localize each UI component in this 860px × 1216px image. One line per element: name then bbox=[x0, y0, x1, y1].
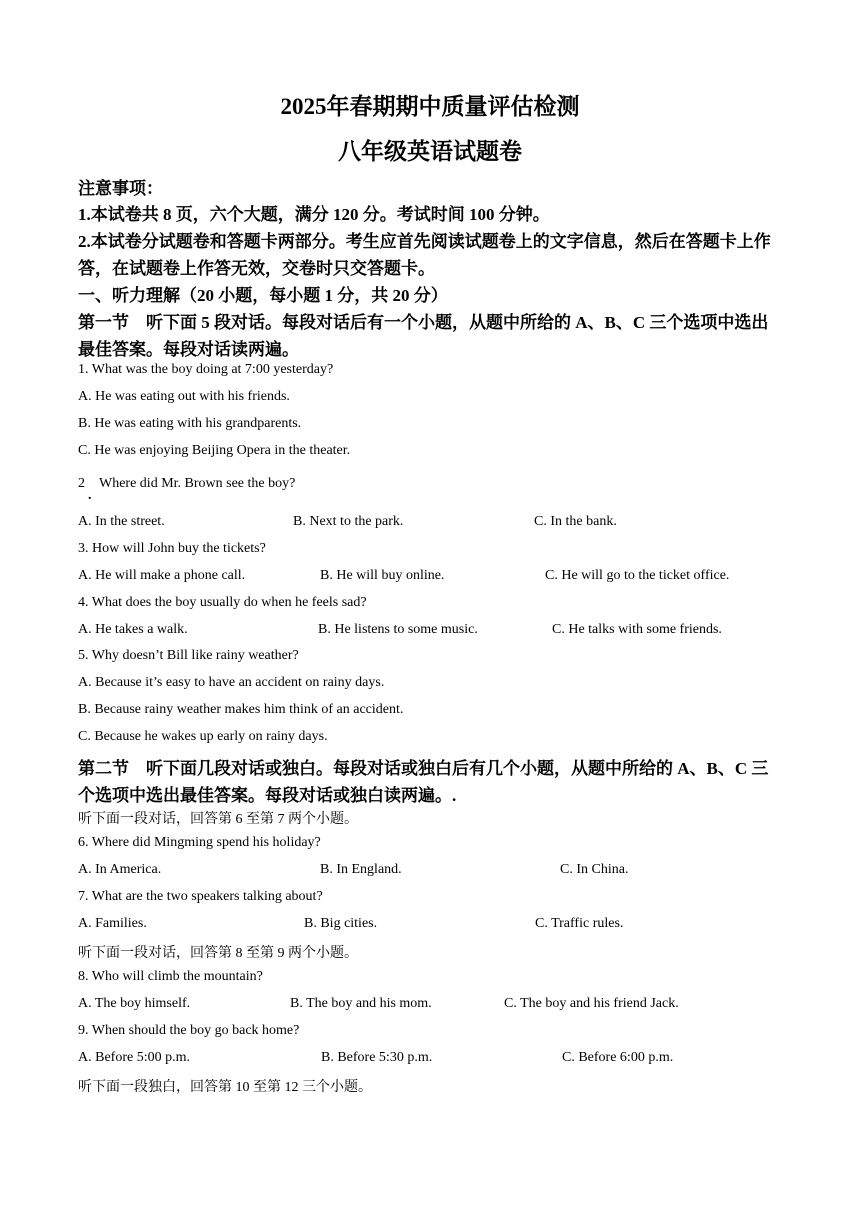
exam-title: 2025年春期期中质量评估检测 bbox=[280, 94, 580, 119]
section-1-instruction-line-2: 最佳答案。每段对话读两遍。 bbox=[78, 340, 299, 359]
question-9-stem: 9. When should the boy go back home? bbox=[78, 1023, 300, 1038]
question-2-option-c: C. In the bank. bbox=[534, 514, 617, 529]
question-6-option-a: A. In America. bbox=[78, 862, 162, 877]
question-8-option-b: B. The boy and his mom. bbox=[290, 996, 432, 1011]
intro-questions-10-12: 听下面一段独白，回答第 10 至第 12 三个小题。 bbox=[78, 1080, 372, 1095]
question-1-stem: 1. What was the boy doing at 7:00 yesterday? bbox=[78, 362, 334, 377]
question-3-option-b: B. He will buy online. bbox=[320, 568, 445, 583]
question-6-option-b: B. In England. bbox=[320, 862, 402, 877]
question-7-option-c: C. Traffic rules. bbox=[535, 916, 624, 931]
notice-item-2-line-1: 2.本试卷分试题卷和答题卡两部分。考生应首先阅读试题卷上的文字信息，然后在答题卡上作 bbox=[78, 232, 771, 251]
intro-questions-6-7: 听下面一段对话，回答第 6 至第 7 两个小题。 bbox=[78, 812, 358, 827]
question-2-dot: . bbox=[88, 488, 92, 503]
question-8-option-c: C. The boy and his friend Jack. bbox=[504, 996, 679, 1011]
question-7-option-a: A. Families. bbox=[78, 916, 147, 931]
question-1-option-a: A. He was eating out with his friends. bbox=[78, 389, 290, 404]
question-1-option-c: C. He was enjoying Beijing Opera in the theater. bbox=[78, 443, 351, 458]
question-9-option-a: A. Before 5:00 p.m. bbox=[78, 1050, 190, 1065]
question-5-option-a: A. Because it’s easy to have an accident on rainy days. bbox=[78, 675, 385, 690]
question-5-option-c: C. Because he wakes up early on rainy days. bbox=[78, 729, 328, 744]
question-5-stem: 5. Why doesn’t Bill like rainy weather? bbox=[78, 648, 299, 663]
question-8-option-a: A. The boy himself. bbox=[78, 996, 191, 1011]
notice-heading: 注意事项： bbox=[78, 179, 163, 198]
notice-item-2-line-2: 答，在试题卷上作答无效，交卷时只交答题卡。 bbox=[78, 259, 435, 278]
question-7-option-b: B. Big cities. bbox=[304, 916, 378, 931]
intro-questions-8-9: 听下面一段对话，回答第 8 至第 9 两个小题。 bbox=[78, 946, 358, 961]
question-6-option-c: C. In China. bbox=[560, 862, 629, 877]
notice-item-1: 1.本试卷共 8 页，六个大题，满分 120 分。考试时间 100 分钟。 bbox=[78, 205, 550, 224]
question-4-option-c: C. He talks with some friends. bbox=[552, 622, 722, 637]
question-2-option-b: B. Next to the park. bbox=[293, 514, 404, 529]
question-5-option-b: B. Because rainy weather makes him think of an accident. bbox=[78, 702, 404, 717]
question-7-stem: 7. What are the two speakers talking about? bbox=[78, 889, 323, 904]
question-1-option-b: B. He was eating with his grandparents. bbox=[78, 416, 302, 431]
section-2-instruction-line-1: 第二节 听下面几段对话或独白。每段对话或独白后有几个小题，从题中所给的 A、B、C 三 bbox=[78, 759, 769, 778]
exam-subtitle: 八年级英语试题卷 bbox=[338, 139, 522, 164]
question-8-stem: 8. Who will climb the mountain? bbox=[78, 969, 263, 984]
question-4-option-a: A. He takes a walk. bbox=[78, 622, 188, 637]
section-2-instruction-line-2: 个选项中选出最佳答案。每段对话或独白读两遍。. bbox=[78, 786, 457, 805]
question-2-option-a: A. In the street. bbox=[78, 514, 165, 529]
question-3-option-a: A. He will make a phone call. bbox=[78, 568, 246, 583]
question-6-stem: 6. Where did Mingming spend his holiday? bbox=[78, 835, 321, 850]
question-9-option-c: C. Before 6:00 p.m. bbox=[562, 1050, 674, 1065]
question-4-option-b: B. He listens to some music. bbox=[318, 622, 478, 637]
question-2-stem: 2 Where did Mr. Brown see the boy? bbox=[78, 476, 296, 491]
question-3-stem: 3. How will John buy the tickets? bbox=[78, 541, 266, 556]
question-3-option-c: C. He will go to the ticket office. bbox=[545, 568, 730, 583]
part-1-heading: 一、听力理解（20 小题，每小题 1 分，共 20 分） bbox=[78, 286, 448, 305]
question-4-stem: 4. What does the boy usually do when he feels sad? bbox=[78, 595, 367, 610]
section-1-instruction-line-1: 第一节 听下面 5 段对话。每段对话后有一个小题，从题中所给的 A、B、C 三个选项中选出 bbox=[78, 313, 769, 332]
question-9-option-b: B. Before 5:30 p.m. bbox=[321, 1050, 433, 1065]
